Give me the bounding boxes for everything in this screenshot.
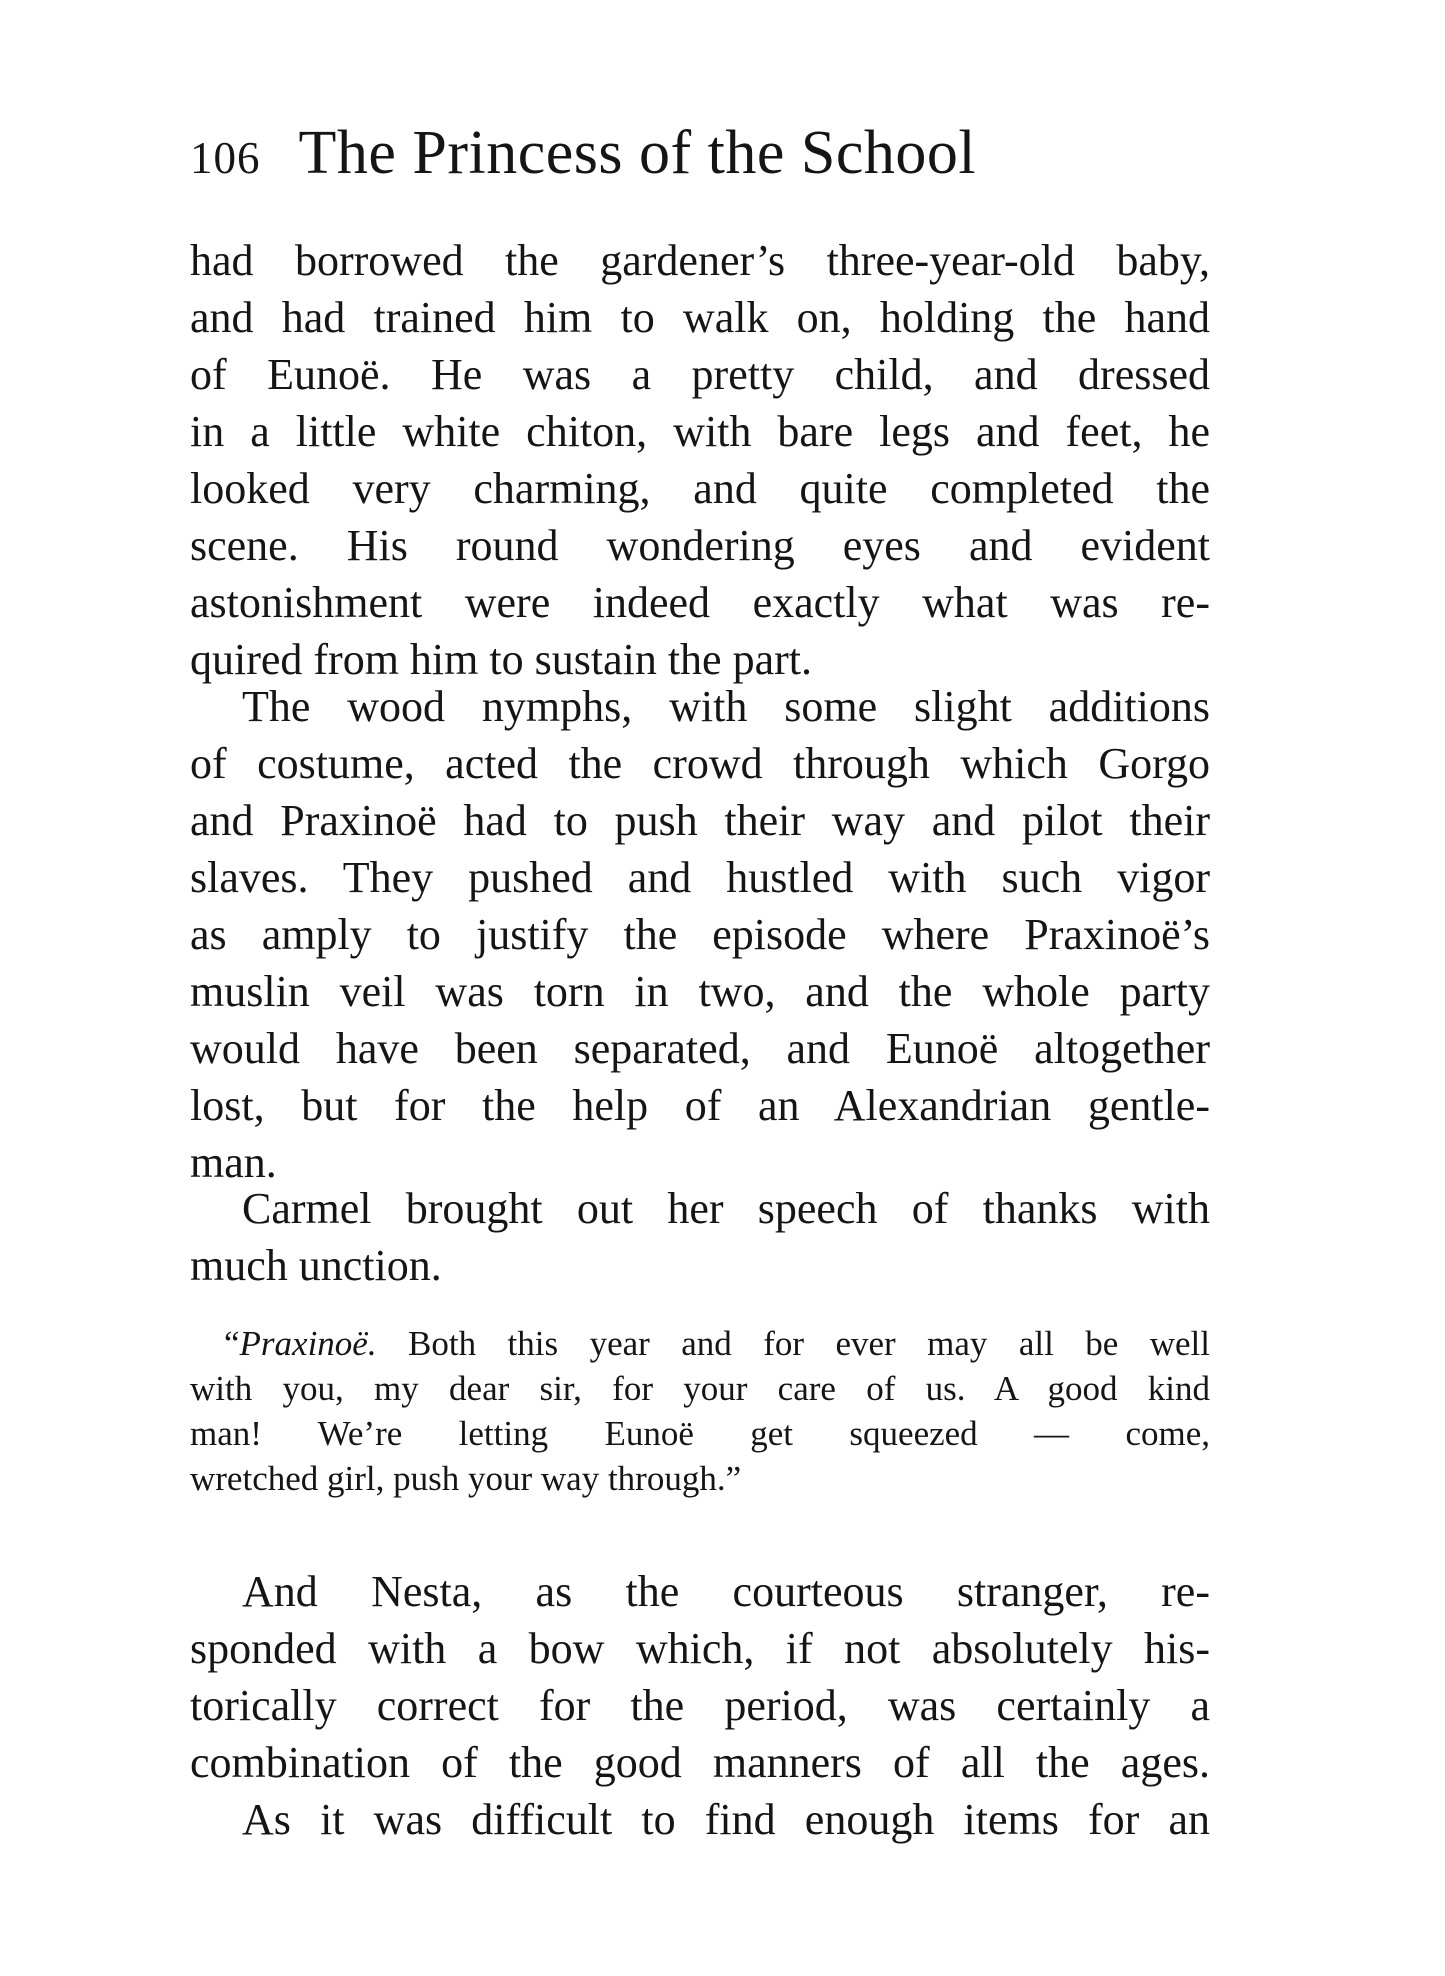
text-line: The wood nymphs, with some slight additions	[242, 682, 1210, 731]
quote-line	[190, 1321, 1210, 1366]
running-title: The Princess of the School	[298, 119, 977, 187]
text-line: astonishment were indeed exactly what was re-	[190, 578, 1210, 627]
text-line: quired from him to sustain the part.	[190, 635, 812, 684]
text-line: of Eunoë. He was a pretty child, and dressed	[190, 350, 1210, 399]
quote-line: with you, my dear sir, for your care of us. A good kind	[190, 1369, 1210, 1408]
text-line: looked very charming, and quite completed the	[190, 464, 1210, 513]
text-line: combination of the good manners of all the ages.	[190, 1738, 1210, 1787]
quote-line: man! We’re letting Eunoë get squeezed — come,	[190, 1414, 1210, 1453]
quote-speaker: Praxinoë.	[239, 1324, 377, 1363]
text-line: and Praxinoë had to push their way and pilot their	[190, 796, 1210, 845]
text-line: of costume, acted the crowd through which Gorgo	[190, 739, 1210, 788]
paragraph-3	[190, 1180, 1210, 1294]
quote-line: wretched girl, push your way through.”	[190, 1459, 742, 1498]
text-line: muslin veil was torn in two, and the whole party	[190, 967, 1210, 1016]
text-line: would have been separated, and Eunoë altogether	[190, 1024, 1210, 1073]
text-line: man.	[190, 1138, 277, 1187]
text-line: As it was difficult to find enough items for an	[242, 1795, 1210, 1844]
text-line: torically correct for the period, was certainly a	[190, 1681, 1210, 1730]
text-line: slaves. They pushed and hustled with such vigor	[190, 853, 1210, 902]
paragraph-1	[190, 232, 1210, 688]
paragraph-2	[190, 678, 1210, 1191]
quote-open-mark: “	[224, 1324, 240, 1363]
text-line: much unction.	[190, 1241, 442, 1290]
paragraph-5	[190, 1791, 1210, 1848]
text-line: in a little white chiton, with bare legs and feet, he	[190, 407, 1210, 456]
text-line: And Nesta, as the courteous stranger, re-	[242, 1567, 1210, 1616]
text-line: scene. His round wondering eyes and evident	[190, 521, 1210, 570]
block-quote	[190, 1321, 1210, 1501]
quote-text: Both this year and for ever may all be well	[408, 1324, 1210, 1363]
text-line: sponded with a bow which, if not absolutely his-	[190, 1624, 1210, 1673]
text-line: and had trained him to walk on, holding the hand	[190, 293, 1210, 342]
text-line: Carmel brought out her speech of thanks with	[242, 1184, 1210, 1233]
text-line: as amply to justify the episode where Praxinoë’s	[190, 910, 1210, 959]
paragraph-4	[190, 1563, 1210, 1791]
text-line: lost, but for the help of an Alexandrian gentle-	[190, 1081, 1210, 1130]
running-head	[190, 118, 1210, 189]
text-line: had borrowed the gardener’s three-year-old baby,	[190, 236, 1210, 285]
page-number: 106	[190, 133, 261, 183]
